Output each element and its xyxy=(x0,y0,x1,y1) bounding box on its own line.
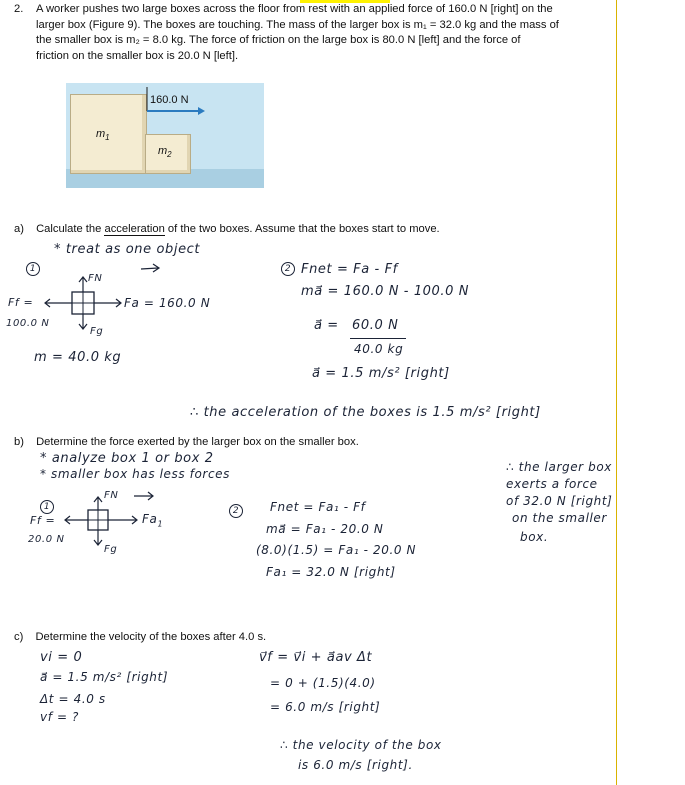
part-c-prompt: c) Determine the velocity of the boxes after 4.0 s. xyxy=(14,631,267,643)
fraction-bar xyxy=(350,338,406,339)
part-b-side-note-1: ∴ the larger box xyxy=(506,460,612,474)
part-c-given-4: vf = ? xyxy=(40,710,79,724)
applied-force-arrow xyxy=(146,87,206,117)
figure-9 xyxy=(66,83,264,188)
part-a-eq-4: a⃗ = 1.5 m/s² [right] xyxy=(312,366,450,381)
fbd-b-ff-value: 20.0 N xyxy=(28,534,65,545)
part-c-given-2: a⃗ = 1.5 m/s² [right] xyxy=(40,670,169,684)
question-line-2: larger box (Figure 9). The boxes are touching. The mass of the larger box is m₁ = 32.0 kg and the mass of xyxy=(36,18,559,31)
fbd-b-fn-label: FN xyxy=(104,490,119,501)
question-line-4: friction on the smaller box is 20.0 N [left]. xyxy=(36,49,239,62)
free-body-diagram-a xyxy=(40,272,180,352)
part-b-eq-1: Fnet = Fa₁ - Ff xyxy=(270,500,366,514)
part-a-eq-3-left: a⃗ = xyxy=(314,318,339,333)
part-b-eq-3: (8.0)(1.5) = Fa₁ - 20.0 N xyxy=(256,543,417,557)
part-a-step-1: 1 xyxy=(26,262,40,276)
part-a-note: * treat as one object xyxy=(54,242,201,257)
fbd-a-fa-label: Fa = 160.0 N xyxy=(124,296,211,310)
part-a-conclusion: ∴ the acceleration of the boxes is 1.5 m/s² [right] xyxy=(190,405,541,420)
m1-label: $m_1$ xyxy=(96,128,110,143)
part-b-note-1: * analyze box 1 or box 2 xyxy=(40,451,214,466)
part-a-eq-3-denominator: 40.0 kg xyxy=(354,342,404,356)
part-b-side-note-4: on the smaller xyxy=(512,511,607,525)
part-b-side-note-3: of 32.0 N [right] xyxy=(506,494,613,508)
part-b-step-2: 2 xyxy=(229,504,243,518)
question-block xyxy=(14,2,614,64)
fbd-b-fa-label: $Fa_1$ xyxy=(142,512,164,529)
question-number: 2. xyxy=(14,3,24,15)
applied-force-label: 160.0 N xyxy=(150,94,189,106)
part-a-prompt: a) Calculate the acceleration of the two boxes. Assume that the boxes start to move. xyxy=(14,223,440,235)
part-c-conclusion-1: ∴ the velocity of the box xyxy=(280,738,442,752)
free-body-diagram-b xyxy=(60,488,190,568)
part-b-prompt: b) Determine the force exerted by the larger box on the smaller box. xyxy=(14,436,359,448)
part-b-side-note-2: exerts a force xyxy=(506,477,598,491)
part-c-eq-2: = 0 + (1.5)(4.0) xyxy=(270,676,376,690)
part-a-step-2: 2 xyxy=(281,262,295,276)
part-c-conclusion-2: is 6.0 m/s [right]. xyxy=(298,758,413,772)
question-line-1: A worker pushes two large boxes across the floor from rest with an applied force of 160.0 N [right] on the xyxy=(36,3,553,15)
part-c-given-3: Δt = 4.0 s xyxy=(40,692,106,706)
fbd-a-ff-value: 100.0 N xyxy=(6,318,50,329)
fbd-a-ff-label: Ff = xyxy=(8,296,34,309)
fbd-a-fg-label: Fg xyxy=(90,326,104,337)
part-c-eq-1: v⃗f = v⃗i + a⃗av Δt xyxy=(259,650,373,665)
fbd-b-ff-label: Ff = xyxy=(30,514,56,527)
part-b-side-note-5: box. xyxy=(520,530,549,544)
fbd-b-fg-label: Fg xyxy=(104,544,118,555)
part-b-eq-4: Fa₁ = 32.0 N [right] xyxy=(266,565,396,579)
part-a-eq-3-numerator: 60.0 N xyxy=(352,318,399,333)
part-a-eq-1: Fnet = Fa - Ff xyxy=(301,262,398,277)
question-line-3: the smaller box is m₂ = 8.0 kg. The force of friction on the large box is 80.0 N [left] and the force of xyxy=(36,34,521,46)
part-b-note-2: * smaller box has less forces xyxy=(40,467,230,481)
part-c-eq-3: = 6.0 m/s [right] xyxy=(270,700,381,714)
part-b-step-1: 1 xyxy=(40,500,54,514)
fbd-a-fn-label: FN xyxy=(88,273,103,284)
acceleration-underlined: acceleration xyxy=(104,223,165,235)
part-b-eq-2: ma⃗ = Fa₁ - 20.0 N xyxy=(266,522,384,536)
part-c-given-1: vi = 0 xyxy=(40,650,83,665)
m2-label: $m_2$ xyxy=(158,145,172,160)
margin-rule xyxy=(616,0,617,785)
part-a-eq-2: ma⃗ = 160.0 N - 100.0 N xyxy=(301,284,470,299)
part-a-mass: m = 40.0 kg xyxy=(34,350,122,365)
